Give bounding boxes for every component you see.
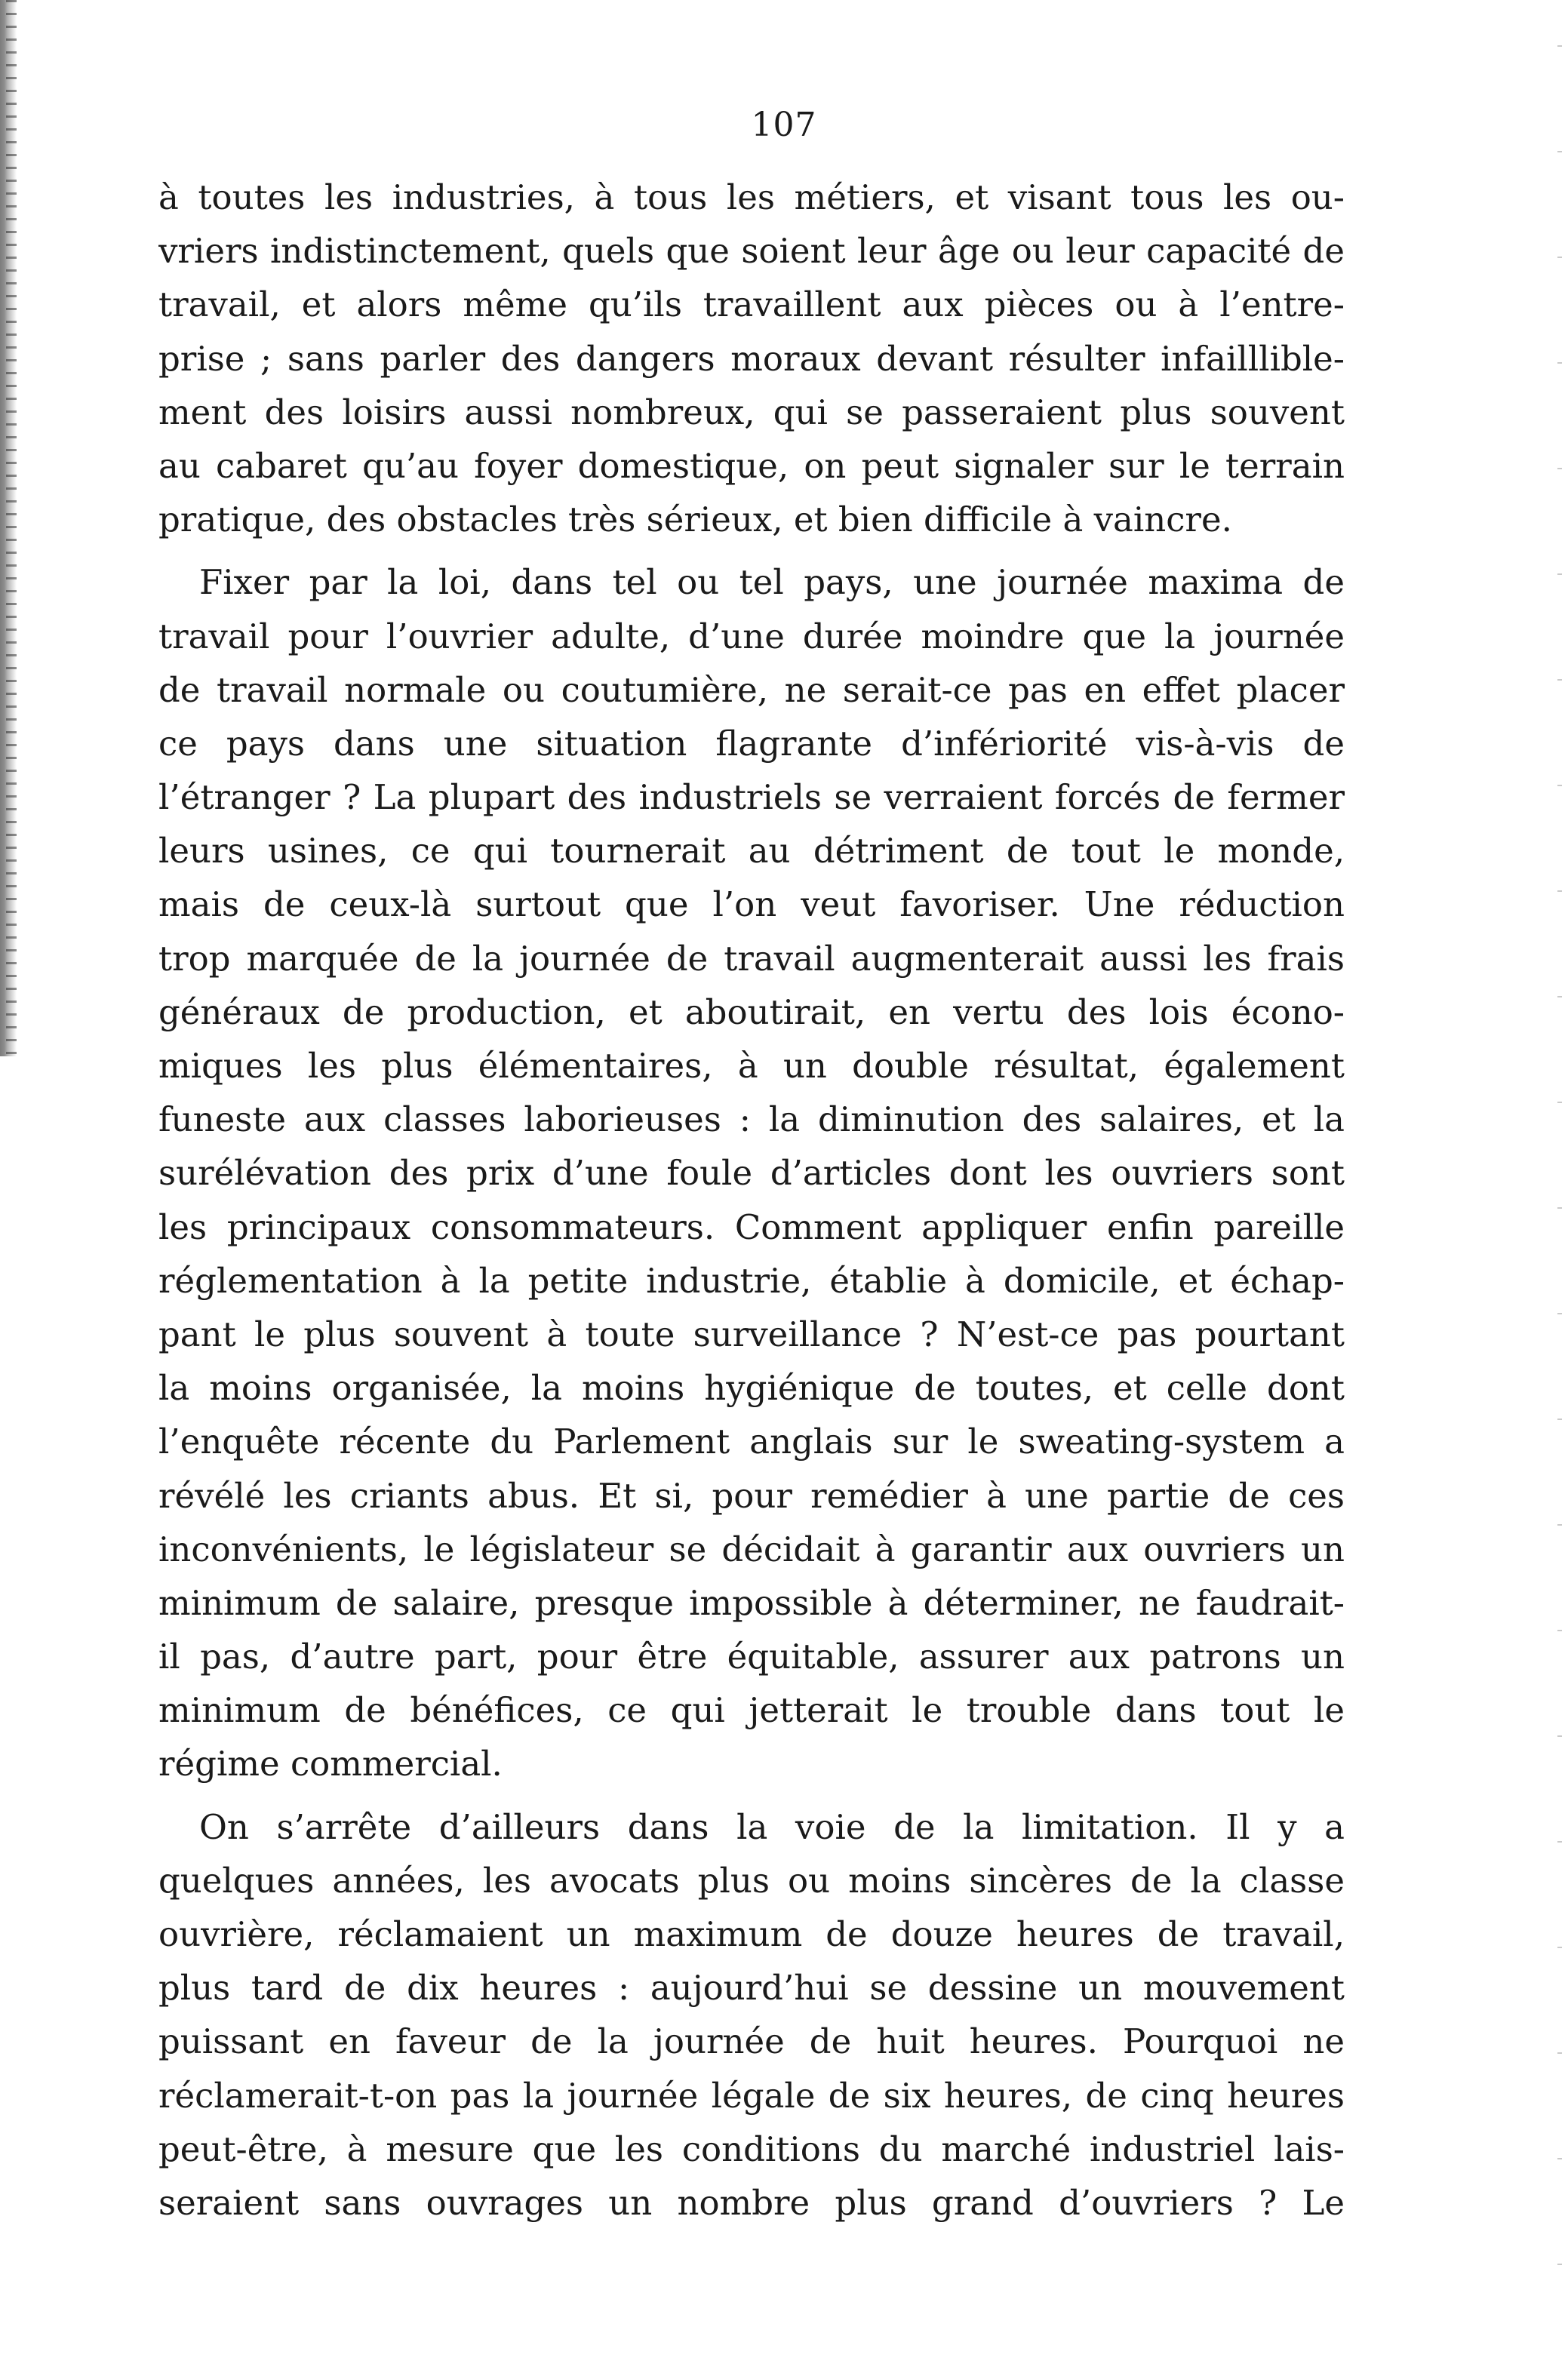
- text-line: ce pays dans une situation flagrante d’infériorité vis-à-vis de: [158, 723, 1345, 764]
- text-line: leurs usines, ce qui tournerait au détriment de tout le monde,: [158, 831, 1345, 871]
- paragraph-3: [158, 1800, 1345, 2230]
- text-line: il pas, d’autre part, pour être équitable, assurer aux patrons un: [158, 1637, 1345, 1677]
- text-line: réglementation à la petite industrie, établie à domicile, et échap-: [158, 1260, 1345, 1301]
- text-line: régime commercial.: [158, 1744, 503, 1784]
- text-line: miques les plus élémentaires, à un double résultat, également: [158, 1046, 1345, 1086]
- text-line: de travail normale ou coutumière, ne serait-ce pas en effet placer: [158, 669, 1345, 710]
- text-line: les principaux consommateurs. Comment appliquer enfin pareille: [158, 1206, 1345, 1247]
- text-line: trop marquée de la journée de travail augmenterait aussi les frais: [158, 938, 1345, 979]
- paragraph-spacer: [158, 1791, 1345, 1800]
- text-line: prise ; sans parler des dangers moraux devant résulter infailllible-: [158, 338, 1345, 379]
- text-line: vriers indistinctement, quels que soient leur âge ou leur capacité de: [158, 231, 1345, 272]
- text-line: Fixer par la loi, dans tel ou tel pays, une journée maxima de: [199, 562, 1345, 603]
- text-line: travail pour l’ouvrier adulte, d’une durée moindre que la journée: [158, 616, 1345, 656]
- scan-edge-shadow: [0, 0, 35, 1056]
- text-line: puissant en faveur de la journée de huit heures. Pourquoi ne: [158, 2021, 1345, 2062]
- text-line: ment des loisirs aussi nombreux, qui se passeraient plus souvent: [158, 392, 1345, 432]
- text-line: généraux de production, et aboutirait, en vertu des lois écono-: [158, 991, 1345, 1032]
- paragraph-spacer: [158, 546, 1345, 555]
- text-line: travail, et alors même qu’ils travaillent aux pièces ou à l’entre-: [158, 284, 1345, 325]
- paragraph-1: [158, 171, 1345, 546]
- body-text: [158, 171, 1345, 2230]
- text-line: l’enquête récente du Parlement anglais sur le sweating-system a: [158, 1422, 1345, 1462]
- text-line: minimum de bénéfices, ce qui jetterait le trouble dans tout le: [158, 1690, 1345, 1731]
- text-line: mais de ceux-là surtout que l’on veut favoriser. Une réduction: [158, 884, 1345, 925]
- page-number: 107: [751, 106, 817, 144]
- text-line: seraient sans ouvrages un nombre plus grand d’ouvriers ? Le: [158, 2182, 1345, 2223]
- text-line: plus tard de dix heures : aujourd’hui se dessine un mouvement: [158, 1968, 1345, 2009]
- scan-edge-specks: [6, 0, 17, 1056]
- text-line: quelques années, les avocats plus ou moins sincères de la classe: [158, 1860, 1345, 1901]
- text-line: On s’arrête d’ailleurs dans la voie de la limitation. Il y a: [199, 1806, 1345, 1847]
- text-line: révélé les criants abus. Et si, pour remédier à une partie de ces: [158, 1475, 1345, 1516]
- text-line: inconvénients, le législateur se décidait à garantir aux ouvriers un: [158, 1529, 1345, 1569]
- text-line: la moins organisée, la moins hygiénique de toutes, et celle dont: [158, 1368, 1345, 1409]
- text-line: peut-être, à mesure que les conditions du marché industriel lais-: [158, 2129, 1345, 2169]
- scan-edge-marks-right: [1557, 45, 1562, 2309]
- text-line: funeste aux classes laborieuses : la diminution des salaires, et la: [158, 1099, 1345, 1140]
- text-line: l’étranger ? La plupart des industriels se verraient forcés de fermer: [158, 777, 1345, 818]
- text-line: au cabaret qu’au foyer domestique, on peut signaler sur le terrain: [158, 445, 1345, 486]
- text-line: surélévation des prix d’une foule d’articles dont les ouvriers sont: [158, 1153, 1345, 1194]
- text-line: ouvrière, réclamaient un maximum de douze heures de travail,: [158, 1914, 1345, 1954]
- paragraph-2: [158, 555, 1345, 1790]
- text-line: minimum de salaire, presque impossible à déterminer, ne faudrait-: [158, 1582, 1345, 1623]
- text-line: réclamerait-t-on pas la journée légale de six heures, de cinq heures: [158, 2075, 1345, 2116]
- text-line: à toutes les industries, à tous les métiers, et visant tous les ou-: [158, 177, 1345, 217]
- text-line: pratique, des obstacles très sérieux, et bien difficile à vaincre.: [158, 499, 1232, 540]
- text-line: pant le plus souvent à toute surveillance ? N’est-ce pas pourtant: [158, 1314, 1345, 1354]
